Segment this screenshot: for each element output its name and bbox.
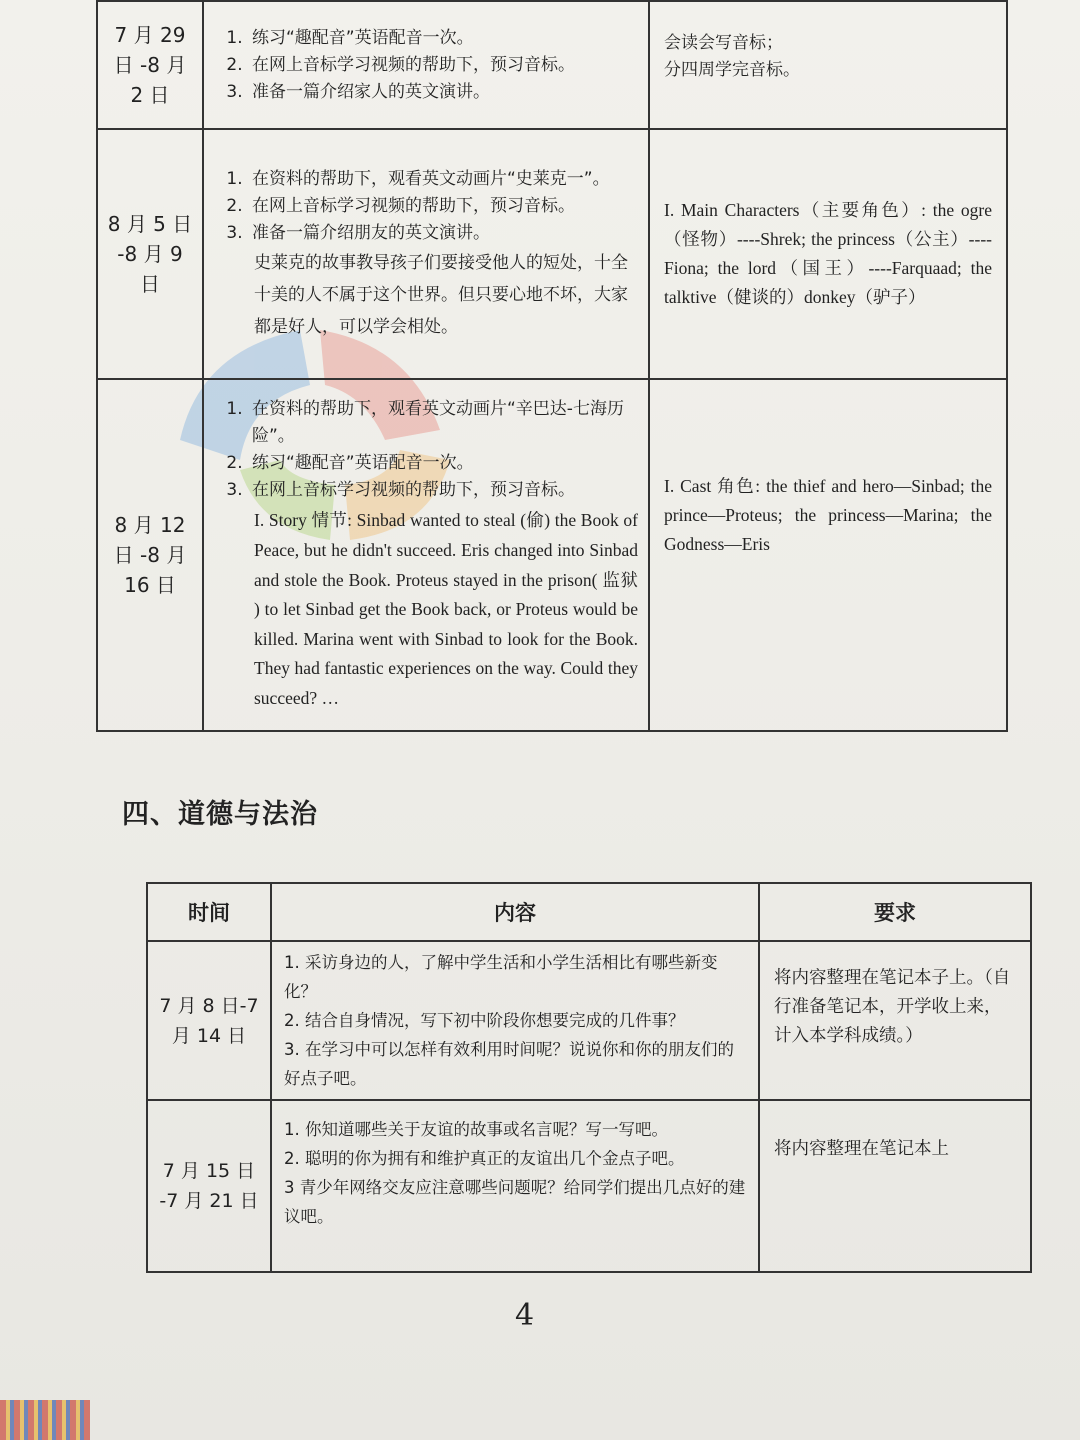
table-header-row [147,883,1031,941]
list-item: 1. 采访身边的人，了解中学生活和小学生活相比有哪些新变化？ [284,953,718,1001]
list-item: 3. 在网上音标学习视频的帮助下，预习音标。 [248,477,638,504]
list-item: 3. 准备一篇介绍朋友的英文演讲。 [248,220,638,247]
list-item: 1. 在资料的帮助下，观看英文动画片“辛巴达-七海历险”。 [248,396,638,450]
task-list [214,25,638,106]
list-item: 2. 结合自身情况，写下初中阶段你想要完成的几件事？ [284,1011,685,1030]
header-time: 时间 [147,883,271,941]
requirement-line: 分四周学完音标。 [664,60,800,80]
list-item: 1. 在资料的帮助下，观看英文动画片“史莱克一”。 [248,166,638,193]
morality-schedule-table [146,882,1032,1273]
section-heading: 四、道德与法治 [122,799,318,830]
english-schedule-table [96,0,1008,732]
table-row [147,1100,1031,1272]
task-list [214,396,638,504]
story-summary: I. Story 情节: Sinbad wanted to steal (偷) the Book of Peace, but he didn't succeed. Eris changed into Sinbad and stole the Book. Proteus stayed in the prison( 监狱 ) to let Sinbad get the Book back, or Proteus would be killed. Marina went with Sinbad to look for the Book. They had fantastic experiences on the way. Could they succeed? … [254,510,638,708]
header-requirement: 要求 [759,883,1031,941]
requirement-cell [649,1,1007,129]
list-item: 2. 在网上音标学习视频的帮助下，预习音标。 [248,52,638,79]
story-note: 史莱克的故事教导孩子们要接受他人的短处，十全十美的人不属于这个世界。但只要心地不坏，大家都是好人，可以学会相处。 [254,252,628,337]
table-row [147,941,1031,1100]
task-list [214,166,638,247]
requirement-cell: 将内容整理在笔记本子上。（自行准备笔记本，开学收上来，计入本学科成绩。） [759,941,1031,1100]
list-item: 2. 聪明的你为拥有和维护真正的友谊出几个金点子吧。 [284,1149,685,1168]
requirement-cell: I. Cast 角色: the thief and hero—Sinbad; the prince—Proteus; the princess—Marina; the Godness—Eris [649,379,1007,731]
content-cell [271,1100,759,1272]
content-cell [203,1,649,129]
list-item: 1. 你知道哪些关于友谊的故事或名言呢？写一写吧。 [284,1120,668,1139]
content-cell [271,941,759,1100]
date-cell: 7 月 29 日 -8 月 2 日 [97,1,203,129]
list-item: 2. 在网上音标学习视频的帮助下，预习音标。 [248,193,638,220]
requirement-cell: 将内容整理在笔记本上 [759,1100,1031,1272]
date-cell: 8 月 5 日 -8 月 9 日 [97,129,203,379]
list-item: 3. 在学习中可以怎样有效利用时间呢？说说你和你的朋友们的好点子吧。 [284,1040,734,1088]
list-item: 3. 准备一篇介绍家人的英文演讲。 [248,79,638,106]
requirement-cell: I. Main Characters（主要角色）: the ogre（怪物）----Shrek; the princess（公主）---- Fiona; the lord（国王）----Farquaad; the talktive（健谈的）donkey（驴子） [649,129,1007,379]
list-item: 1. 练习“趣配音”英语配音一次。 [248,25,638,52]
requirement-line: 会读会写音标； [664,33,783,53]
date-cell: 7 月 15 日 -7 月 21 日 [147,1100,271,1272]
list-item: 3 青少年网络交友应注意哪些问题呢？给同学们提出几点好的建议吧。 [284,1178,746,1226]
page-number: 4 [515,1298,535,1333]
fabric-edge [0,1400,90,1440]
content-cell [203,379,649,731]
date-cell: 7 月 8 日-7 月 14 日 [147,941,271,1100]
table-row [97,129,1007,379]
header-content: 内容 [271,883,759,941]
list-item: 2. 练习“趣配音”英语配音一次。 [248,450,638,477]
table-row [97,1,1007,129]
table-row [97,379,1007,731]
content-cell [203,129,649,379]
date-cell: 8 月 12 日 -8 月 16 日 [97,379,203,731]
